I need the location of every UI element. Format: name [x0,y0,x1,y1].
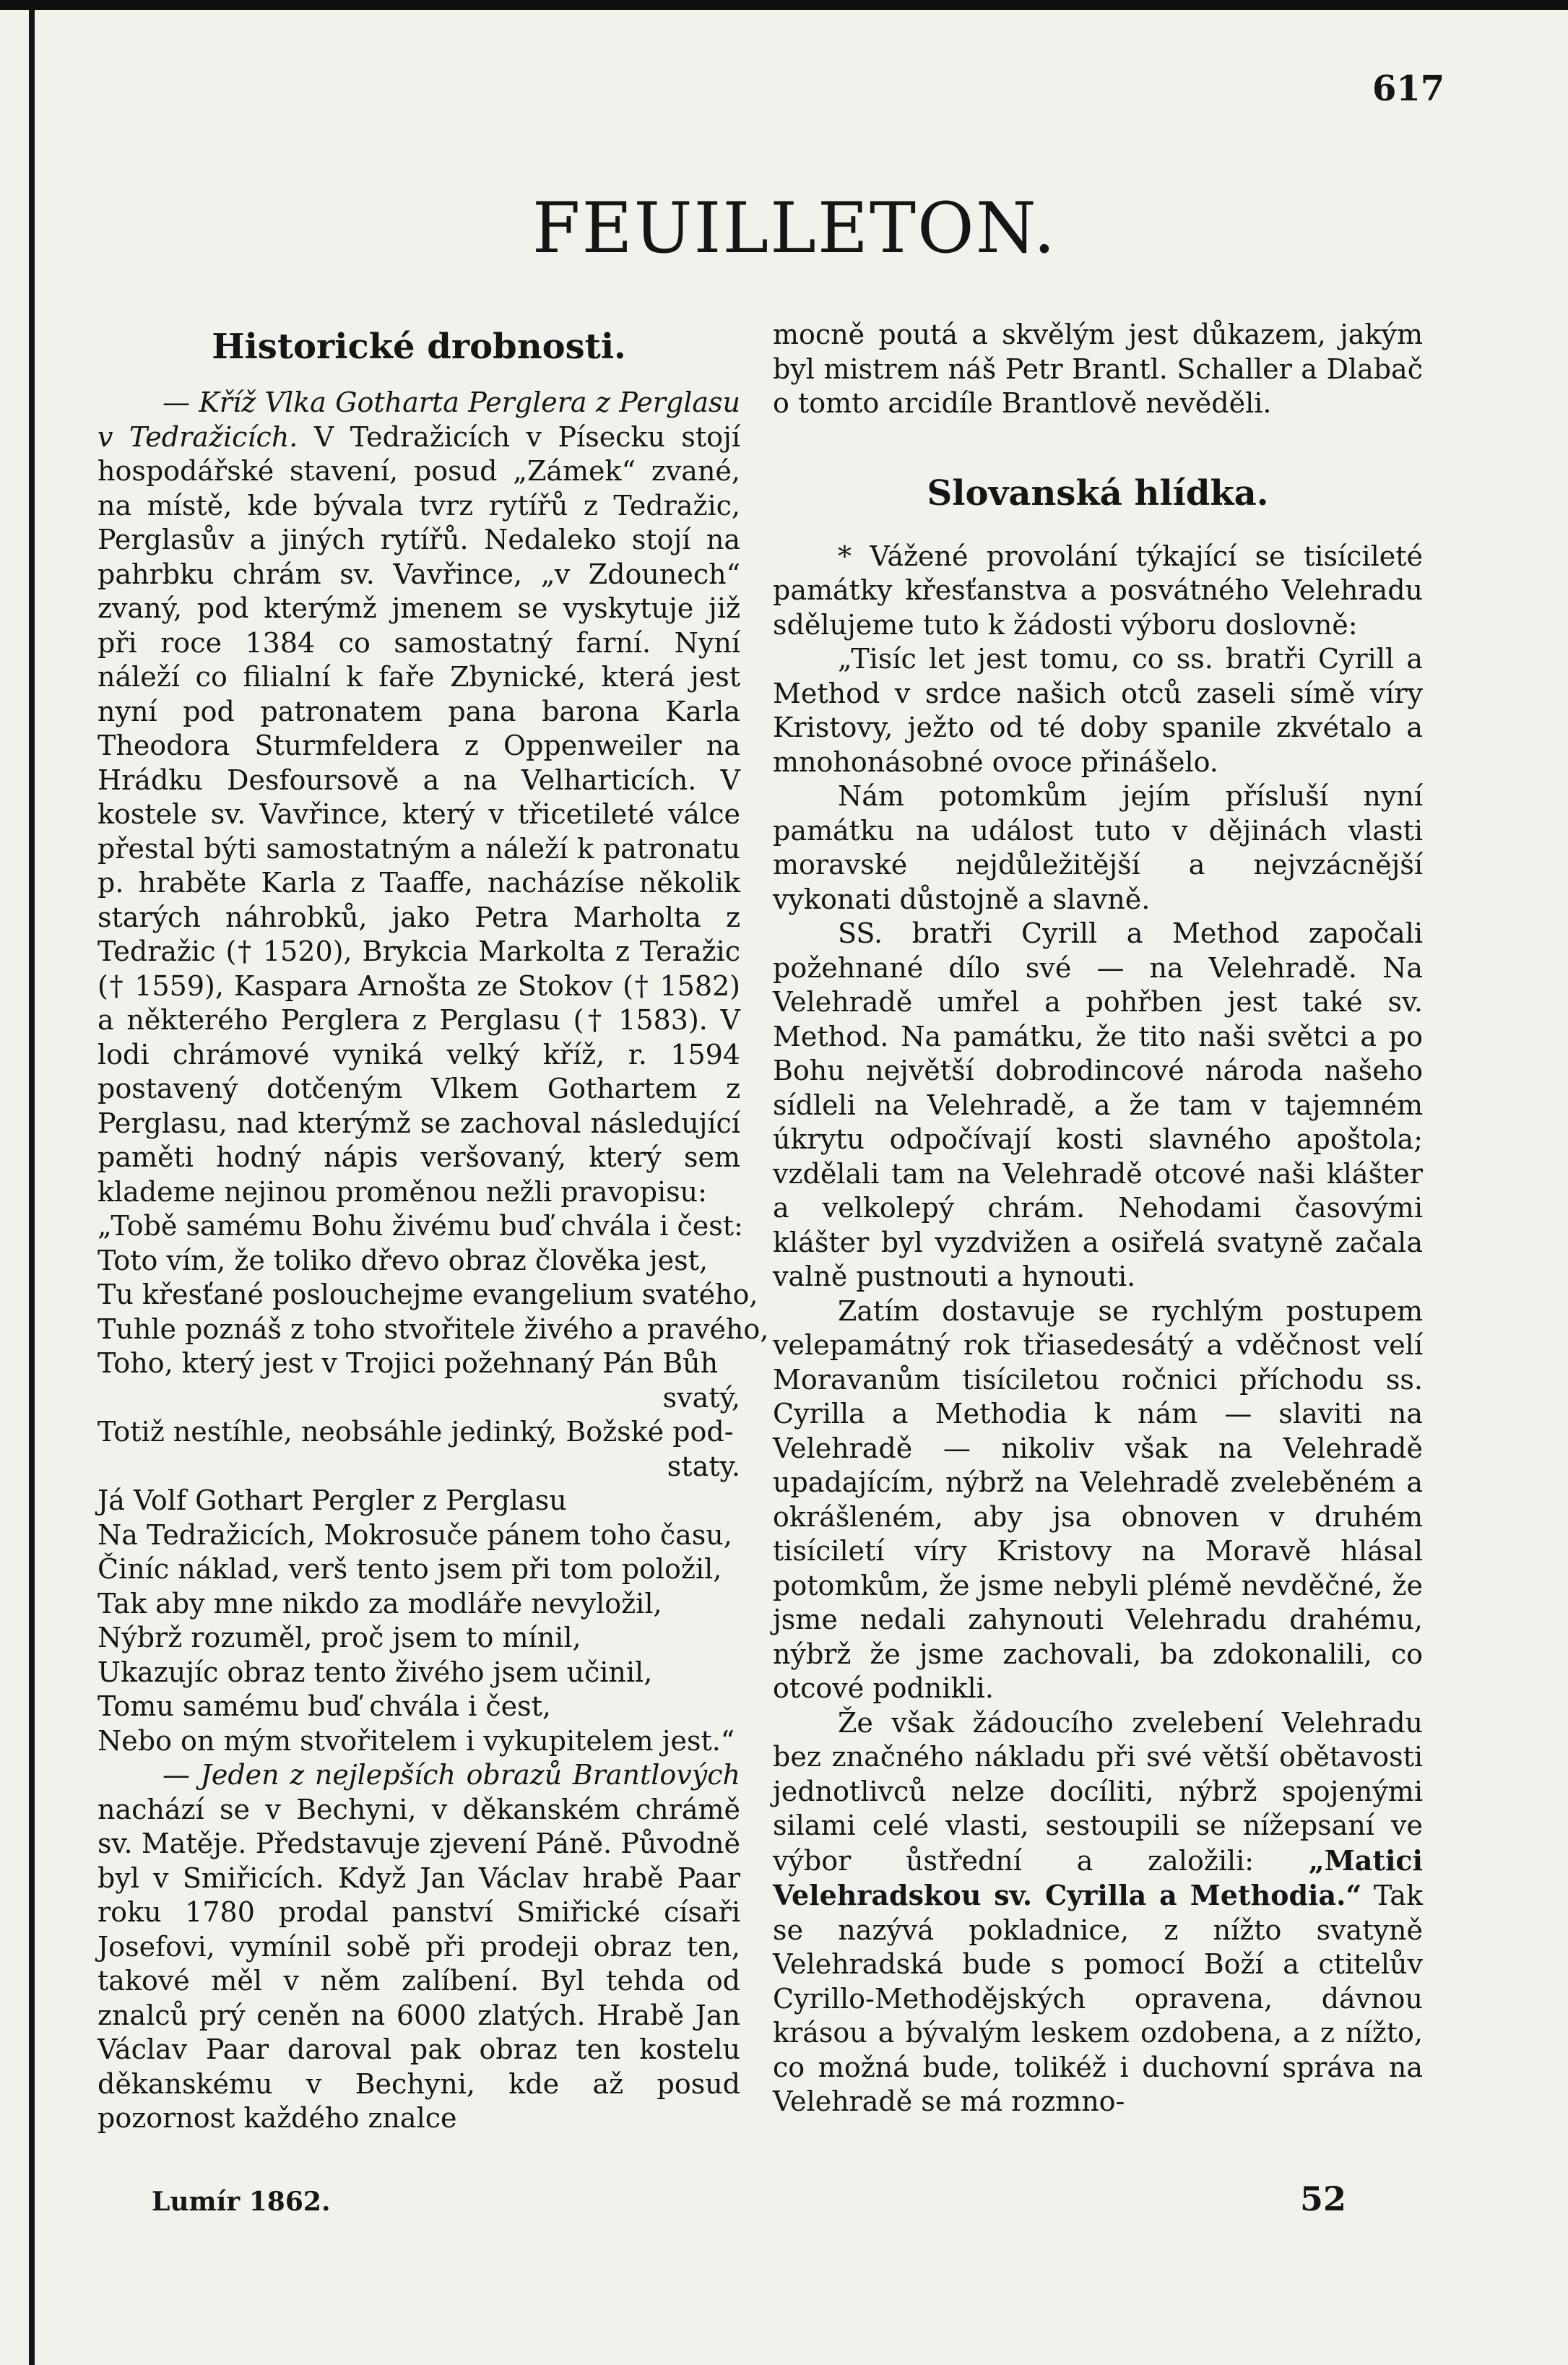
article-lead: — Jeden z nejlepších obrazů Brantlových [163,1759,740,1791]
footer-signature: 52 [1300,2179,1347,2218]
poem-line: Tomu samému buď chvála i čest, [98,1690,551,1722]
paragraph [773,1706,1423,2119]
article-lead: — Kříž Vlka Gotharta Perglera z Perglasu v Tedražicích. [98,386,740,453]
poem-line: svatý, [662,1381,740,1414]
article-brantl [98,1758,740,2136]
page-title: FEUILLETON. [532,188,1057,269]
poem-line: „Tobě samému Bohu živému buď chvála i čest: [98,1210,743,1242]
paragraph-text: Tak se nazývá pokladnice, z nížto svatyně Velehradská bude s pomocí Boží a ctitelův Cyrillo-Methodějských opravena, dávnou krásou a bývalým leskem ozdobena, a z nížto, co možná bude, tolikéž i duchovní správa na Velehradě se má rozmno- [773,1880,1424,2117]
poem-line: Tuhle poznáš z toho stvořitele živého a pravého, [98,1313,769,1345]
paragraph: SS. bratři Cyrill a Method započali požehnané dílo své — na Velehradě. Na Velehradě umřel a pohřben jest také sv. Method. Na památku, že tito naši světci a po Bohu největší dobrodincové národa našeho sídleli na Velehradě, a že tam v tajemném úkrytu odpočívají kosti slavného apoštola; vzdělali tam na Velehradě otcové naši klášter a velkolepý chrám. Nehodami časovými klášter byl vyzdvižen a osiřelá svatyně začala valně pustnouti a hynouti. [773,917,1423,1292]
left-border-rule [29,10,35,2365]
poem-line: staty. [667,1450,740,1482]
poem-line: Tak aby mne nikdo za modláře nevyložil, [98,1587,662,1620]
right-column [773,318,1423,2119]
poem-line: Tu křesťané poslouchejme evangelium svatého, [98,1279,758,1310]
paragraph: „Tisíc let jest tomu, co ss. bratři Cyrill a Method v srdce našich otců zaseli símě víry Kristovy, ježto od té doby spanile zkvétalo a mnohonásobné ovoce přinášelo. [773,643,1423,778]
section-heading-slovanska: Slovanská hlídka. [927,472,1269,514]
poem-line: Ukazujíc obraz tento živého jsem učinil, [98,1656,653,1688]
article-text: V Tedražicích v Písecku stojí hospodářské stavení, posud „Zámek“ zvané, na místě, kde bývala tvrz rytířů z Tedražic, Perglasův a jiných rytířů. Nedaleko stojí na pahrbku chrám sv. Vavřince, „v Zdounech“ zvaný, pod kterýmž jmenem se vyskytuje již při roce 1384 co samostatný farní. Nyní náleží co filialní k faře Zbynické, která jest nyní pod patronatem pana barona Karla Theodora Sturmfeldera z Oppenweiler na Hrádku Desfoursově a na Velharticích. V kostele sv. Vavřince, který v třicetileté válce přestal býti samostatným a náleží k patronatu p. hraběte Karla z Taaffe, nacházíse několik starých náhrobků, jako Petra Marholta z Tedražic († 1520), Brykcia Markolta z Teražic († 1559), Kaspara Arnošta ze Stokov († 1582) a některého Perglera z Perglasu († 1583). V lodi chrámové vyniká velký kříž, r. 1594 postavený dotčeným Vlkem Gothartem z Perglasu, nad kterýmž se zachoval následující paměti hodný nápis veršovaný, který sem klademe nejinou proměnou nežli pravopisu: [98,420,740,1208]
poem-line: Činíc náklad, verš tento jsem při tom položil, [98,1553,722,1585]
paragraph: Nám potomkům jejím přísluší nyní památku na událost tuto v dějinách vlasti moravské nejdůležitější a nejvzácnější vykonati důstojně a slavně. [773,780,1423,915]
article-kriz-vlka [98,386,740,1209]
article-continuation: mocně poutá a skvělým jest důkazem, jakým byl mistrem náš Petr Brantl. Schaller a Dlabač o tomto arcidíle Brantlově nevěděli. [773,319,1423,419]
footer-journal: Lumír 1862. [152,2187,331,2217]
poem-line: Já Volf Gothart Pergler z Perglasu [98,1484,567,1516]
top-border-rule [0,0,1568,10]
poem-line: Na Tedražicích, Mokrosuče pánem toho času, [98,1518,732,1551]
inscription-poem [98,1209,769,1758]
paragraph: * Vážené provolání týkající se tisícileté památky křesťanstva a posvátného Velehradu sdělujeme tuto k žádosti výboru doslovně: [773,540,1423,641]
article-text: nachází se v Bechyni, v děkanském chrámě sv. Matěje. Představuje zjevení Páně. Původně byl v Smiřicích. Když Jan Václav hrabě Paar roku 1780 prodal panství Smiřické císaři Josefovi, vymínil sobě při prodeji obraz ten, takové měl v něm zalíbení. Byl tehda od znalců prý ceněn na 6000 zlatých. Hrabě Jan Václav Paar daroval pak obraz ten kostelu děkanskému v Bechyni, kde až posud pozornost každého znalce [98,1793,740,2134]
poem-line: Toto vím, že toliko dřevo obraz člověka jest, [98,1244,709,1276]
poem-line: Totiž nestíhle, neobsáhle jedinký, Božské pod- [98,1416,734,1448]
section-heading-historicke: Historické drobnosti. [212,327,626,367]
matice-name: „Matici Velehradskou sv. Cyrilla a Methodia.“ [773,1843,1423,1911]
poem-line: Nebo on mým stvořitelem i vykupitelem jest.“ [98,1724,735,1757]
left-column [98,318,769,2136]
page-number: 617 [1372,69,1445,109]
paragraph: Zatím dostavuje se rychlým postupem velepamátný rok třiasedesátý a vděčnost velí Moravanům tisíciletou ročnici příchodu ss. Cyrilla a Methodia k nám — slaviti na Velehradě — nikoliv však na Velehradě upadajícím, nýbrž na Velehradě zveleběném a okrášleném, aby jsa obnoven v druhém tisíciletí víry Kristovy na Moravě hlásal potomkům, že jsme nebyli plémě nevděčné, že jsme nedali zahynouti Velehradu drahému, nýbrž že jsme zachovali, ba zdokonalili, co otcové podnikli. [773,1294,1423,1704]
paragraph-text: Že však žádoucího zvelebení Velehradu bez značného nákladu při své větší obětavosti jednotlivců nelze docíliti, nýbrž spojenými silami celé vlasti, sestoupili se nížepsaní ve výbor ůstřední a založili: [773,1706,1423,1877]
poem-line: Nýbrž rozuměl, proč jsem to mínil, [98,1622,581,1653]
poem-line: Toho, který jest v Trojici požehnaný Pán Bůh [98,1347,719,1379]
